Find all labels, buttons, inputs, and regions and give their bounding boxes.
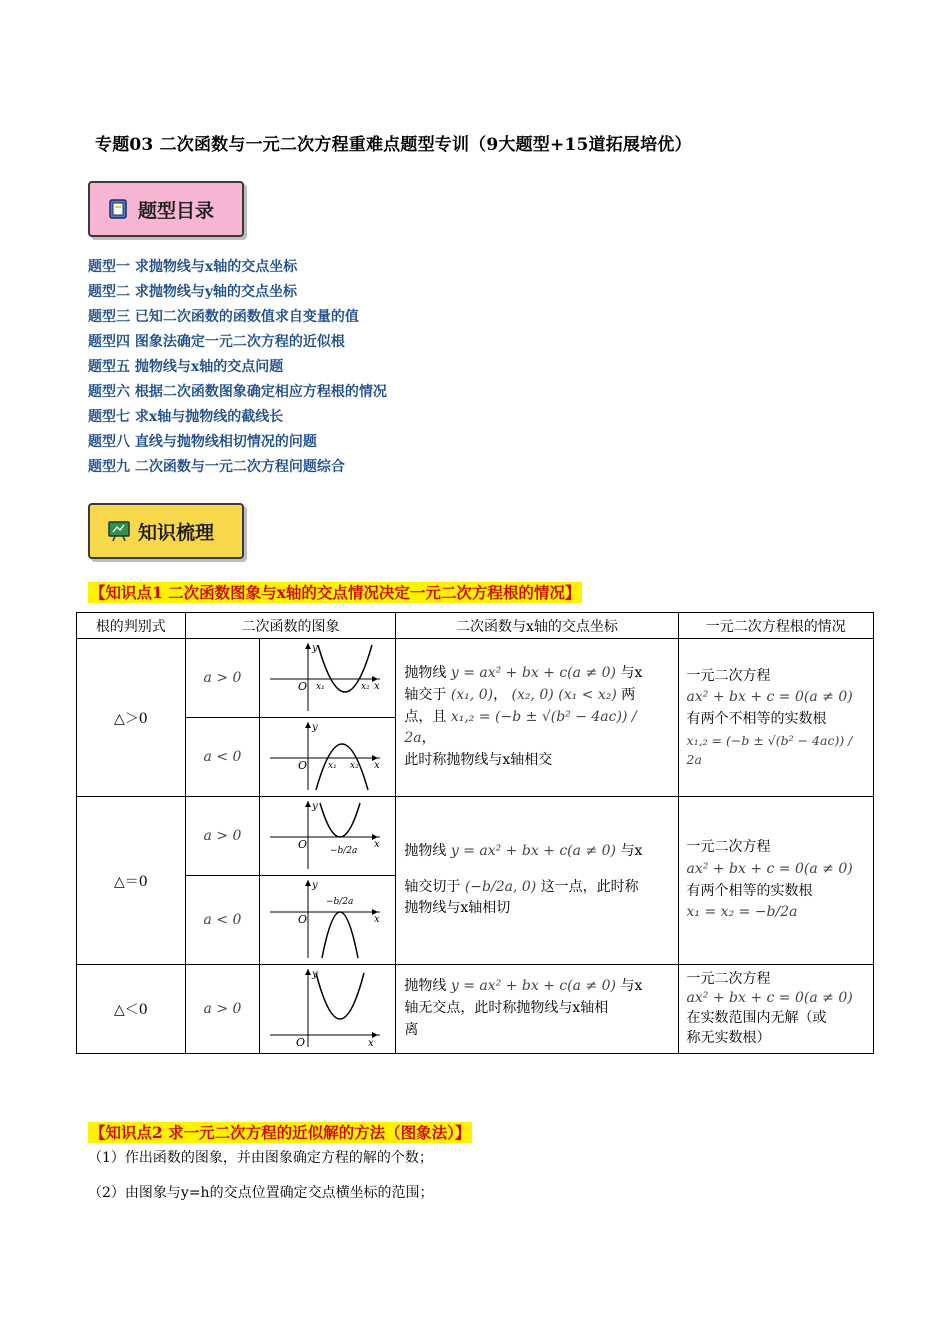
desc-text: 一元二次方程 [686,667,771,684]
desc-text: 点，且 [404,708,447,725]
toc-item[interactable]: 题型六 根据二次函数图象确定相应方程根的情况 [88,384,387,400]
parabola-graph-down-two-roots [260,718,395,792]
axis-label-x: x [374,681,381,692]
intersection-desc [396,965,678,1054]
root-label: x₂ [361,682,371,692]
desc-text: 与x [620,978,643,995]
root-formula: x₁,₂ = (−b ± √(b² − 4ac)) / 2a [404,708,637,747]
desc-text: 一元二次方程 [686,839,771,856]
kp2-step: （1）作出函数的图象，并由图象确定方程的解的个数； [88,1150,433,1166]
root-desc [678,965,873,1054]
knowledge-badge [88,503,244,559]
root-formula: x₁,₂ = (−b ± √(b² − 4ac)) / 2a [686,732,853,768]
origin-label: O [298,838,308,851]
desc-text: 有两个不相等的实数根 [686,710,827,727]
toc-item[interactable]: 题型三 已知二次函数的函数值求自变量的值 [88,309,359,325]
a-condition: a > 0 [185,797,260,876]
discriminant-cell: △＜0 [77,965,186,1054]
equation: ax² + bx + c = 0(a ≠ 0) [686,990,853,1007]
desc-text: 抛物线 [404,842,447,859]
toc-badge [88,181,244,237]
equation: ax² + bx + c = 0(a ≠ 0) [686,860,853,877]
desc-text: 抛物线 [404,665,447,682]
book-icon [108,198,130,220]
a-condition: a > 0 [185,639,260,718]
equation: ax² + bx + c = 0(a ≠ 0) [686,689,853,706]
point: (x₁, 0) [450,686,494,703]
a-condition: a > 0 [185,965,260,1054]
graph-cell [260,876,396,965]
axis-label-x: x [374,839,381,850]
toc-item[interactable]: 题型八 直线与抛物线相切情况的问题 [88,434,317,450]
desc-text: 抛物线 [404,978,447,995]
desc-text: 离 [404,1021,419,1038]
desc-text: 称无实数根） [686,1029,771,1046]
root-label: x₂ [350,761,360,771]
origin-label: O [298,680,308,693]
desc-text: 与x [620,842,643,859]
discriminant-cell: △＝0 [77,797,186,965]
knowledge-table [76,612,874,1054]
desc-text: 轴交切于 [404,878,461,895]
desc-text: 在实数范围内无解（或 [686,1010,827,1026]
root-label: x₁ [328,761,338,771]
axis-label-y: y [312,722,319,733]
axis-label-y: y [312,801,319,812]
origin-label: O [296,1036,306,1049]
page-title: 专题03 二次函数与一元二次方程重难点题型专训（9大题型+15道拓展培优） [95,135,692,155]
desc-text: 一元二次方程 [686,970,771,987]
header-cell: 一元二次方程根的情况 [678,613,873,639]
parabola-graph-up-two-roots [260,639,395,713]
kp1-title: 【知识点1 二次函数图象与x轴的交点情况决定一元二次方程根的情况】 [90,583,581,602]
desc-text: 这一点，此时称 [540,878,639,895]
parabola-graph-up-tangent [260,797,395,871]
root-label: x₁ [316,682,326,692]
vertex-label: −b/2a [330,846,358,856]
desc-text: 此时称抛物线与x轴相交 [404,752,553,769]
chalkboard-icon [108,520,130,542]
intersection-desc: 抛物线 y = ax² + bx + c(a ≠ 0) 与x 轴交于 (x₁, 0)， (x₂, 0) (x₁ < x₂) 两 点，且 x₁,₂ = (−b ± √(b² − 4ac)) / 2a， 此时称抛物线与x轴相交 [396,639,678,797]
kp2-step: （2）由图象与y=h的交点位置确定交点横坐标的范围； [88,1185,434,1201]
condition: (x₁ < x₂) [558,686,617,703]
parabola-graph-up-no-roots [260,965,395,1049]
table-row [77,797,874,876]
toc-item[interactable]: 题型二 求抛物线与y轴的交点坐标 [88,284,298,300]
axis-label-y: y [312,969,319,980]
axis-label-x: x [374,914,381,925]
discriminant-cell: △＞0 [77,639,186,797]
desc-text: 与x [620,665,643,682]
desc-text: 两 [621,686,636,703]
axis-label-y: y [312,880,319,891]
toc-item[interactable]: 题型五 抛物线与x轴的交点问题 [88,359,284,375]
equation: y = ax² + bx + c(a ≠ 0) [450,842,616,859]
header-cell: 二次函数与x轴的交点坐标 [396,613,678,639]
root-desc [678,797,873,965]
toc-badge-label: 题型目录 [138,199,215,222]
toc-list [88,255,387,480]
toc-item[interactable]: 题型七 求x轴与抛物线的截线长 [88,409,284,425]
graph-cell [260,718,396,797]
table-row [77,965,874,1054]
kp2-title-wrap [88,1121,472,1143]
origin-label: O [298,759,308,772]
desc-text: 抛物线与x轴相切 [404,900,511,917]
axis-label-y: y [312,643,319,654]
point: (x₂, 0) [511,686,554,703]
toc-item[interactable]: 题型一 求抛物线与x轴的交点坐标 [88,259,298,275]
root-desc [678,639,873,797]
table-row [77,639,874,718]
root-formula: x₁ = x₂ = −b/2a [686,904,798,921]
a-condition: a < 0 [185,876,260,965]
parabola-graph-down-tangent [260,876,395,960]
desc-text: 轴交于 [404,686,447,703]
equation: y = ax² + bx + c(a ≠ 0) [450,665,616,682]
graph-cell [260,797,396,876]
graph-cell [260,965,396,1054]
header-cell: 二次函数的图象 [185,613,396,639]
kp2-title: 【知识点2 求一元二次方程的近似解的方法（图象法）】 [90,1123,471,1142]
origin-label: O [298,913,308,926]
toc-item[interactable]: 题型四 图象法确定一元二次方程的近似根 [88,334,345,350]
graph-cell [260,639,396,718]
kp1-title-wrap [88,581,582,603]
knowledge-badge-label: 知识梳理 [138,521,215,544]
vertex-label: −b/2a [326,897,354,907]
toc-item[interactable]: 题型九 二次函数与一元二次方程问题综合 [88,459,345,475]
point: (−b/2a, 0) [464,878,537,895]
intersection-desc [396,797,678,965]
desc-text: 轴无交点，此时称抛物线与x轴相 [404,1000,609,1017]
equation: y = ax² + bx + c(a ≠ 0) [450,978,616,995]
table-header [77,613,874,639]
axis-label-x: x [368,1038,375,1049]
desc-text: 有两个相等的实数根 [686,882,813,899]
axis-label-x: x [374,760,381,771]
header-cell: 根的判别式 [77,613,186,639]
a-condition: a < 0 [185,718,260,797]
